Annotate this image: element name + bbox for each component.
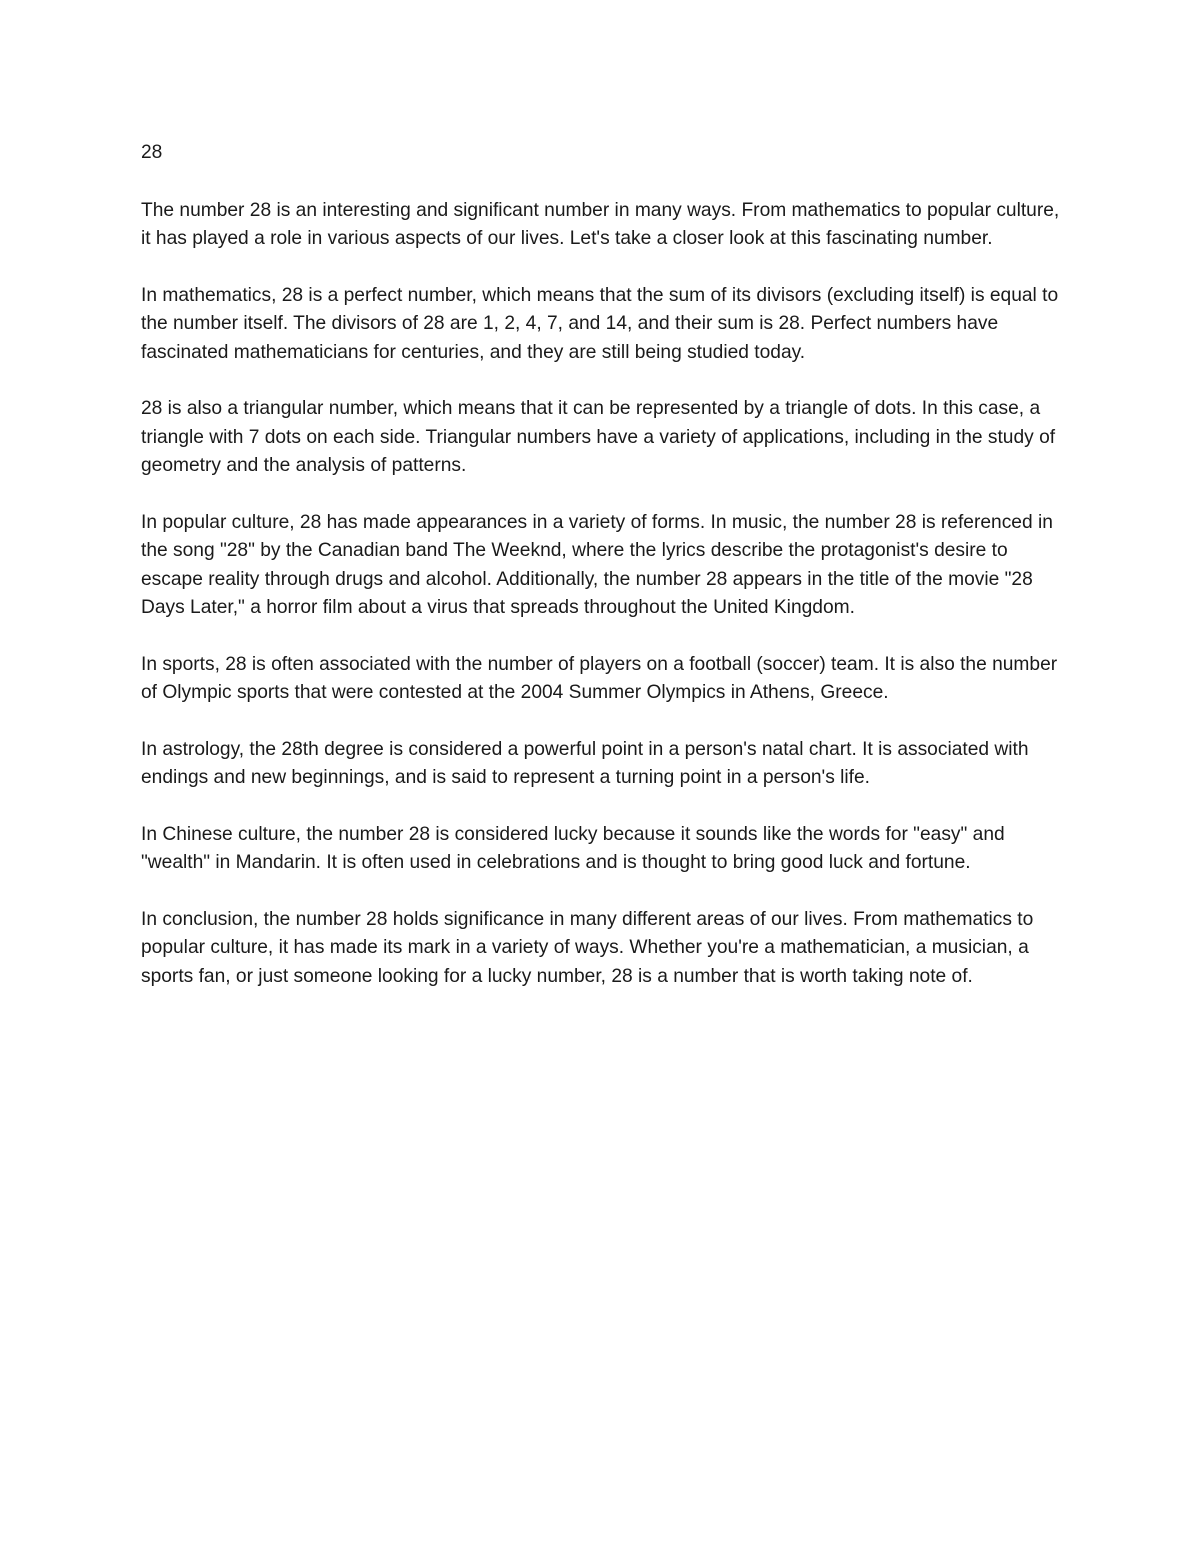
paragraph-astrology: In astrology, the 28th degree is considered a powerful point in a person's natal chart. It is associated with endings and new beginnings, and is said to represent a turning point in a person's life. <box>141 738 1029 788</box>
document-body <box>141 139 1066 1019</box>
paragraph-intro: The number 28 is an interesting and significant number in many ways. From mathematics to popular culture, it has played a role in various aspects of our lives. Let's take a closer look at this fascinating number. <box>141 199 1060 249</box>
paragraph-mathematics: In mathematics, 28 is a perfect number, which means that the sum of its divisors (excluding itself) is equal to the number itself. The divisors of 28 are 1, 2, 4, 7, and 14, and their sum is 28. Perfect numbers have fascinated mathematicians for centuries, and they are still being studied today. <box>141 284 1059 363</box>
paragraph-sports: In sports, 28 is often associated with the number of players on a football (soccer) team. It is also the number of Olympic sports that were contested at the 2004 Summer Olympics in Athens, Greece. <box>141 653 1058 703</box>
paragraph-popular-culture: In popular culture, 28 has made appearances in a variety of forms. In music, the number 28 is referenced in the song "28" by the Canadian band The Weeknd, where the lyrics describe the protagonist's desire to escape reality through drugs and alcohol. Additionally, the number 28 appears in the title of the movie "28 Days Later," a horror film about a virus that spreads throughout the United Kingdom. <box>141 511 1053 618</box>
document-title: 28 <box>141 142 163 163</box>
paragraph-chinese-culture: In Chinese culture, the number 28 is considered lucky because it sounds like the words for "easy" and "wealth" in Mandarin. It is often used in celebrations and is thought to bring good luck and fortune. <box>141 823 1005 873</box>
paragraph-triangular: 28 is also a triangular number, which means that it can be represented by a triangle of dots. In this case, a triangle with 7 dots on each side. Triangular numbers have a variety of applications, including in the study of geometry and the analysis of patterns. <box>141 398 1056 476</box>
paragraph-conclusion: In conclusion, the number 28 holds significance in many different areas of our lives. From mathematics to popular culture, it has made its mark in a variety of ways. Whether you're a mathematician, a musician, a sports fan, or just someone looking for a lucky number, 28 is a number that is worth taking note of. <box>141 908 1034 987</box>
